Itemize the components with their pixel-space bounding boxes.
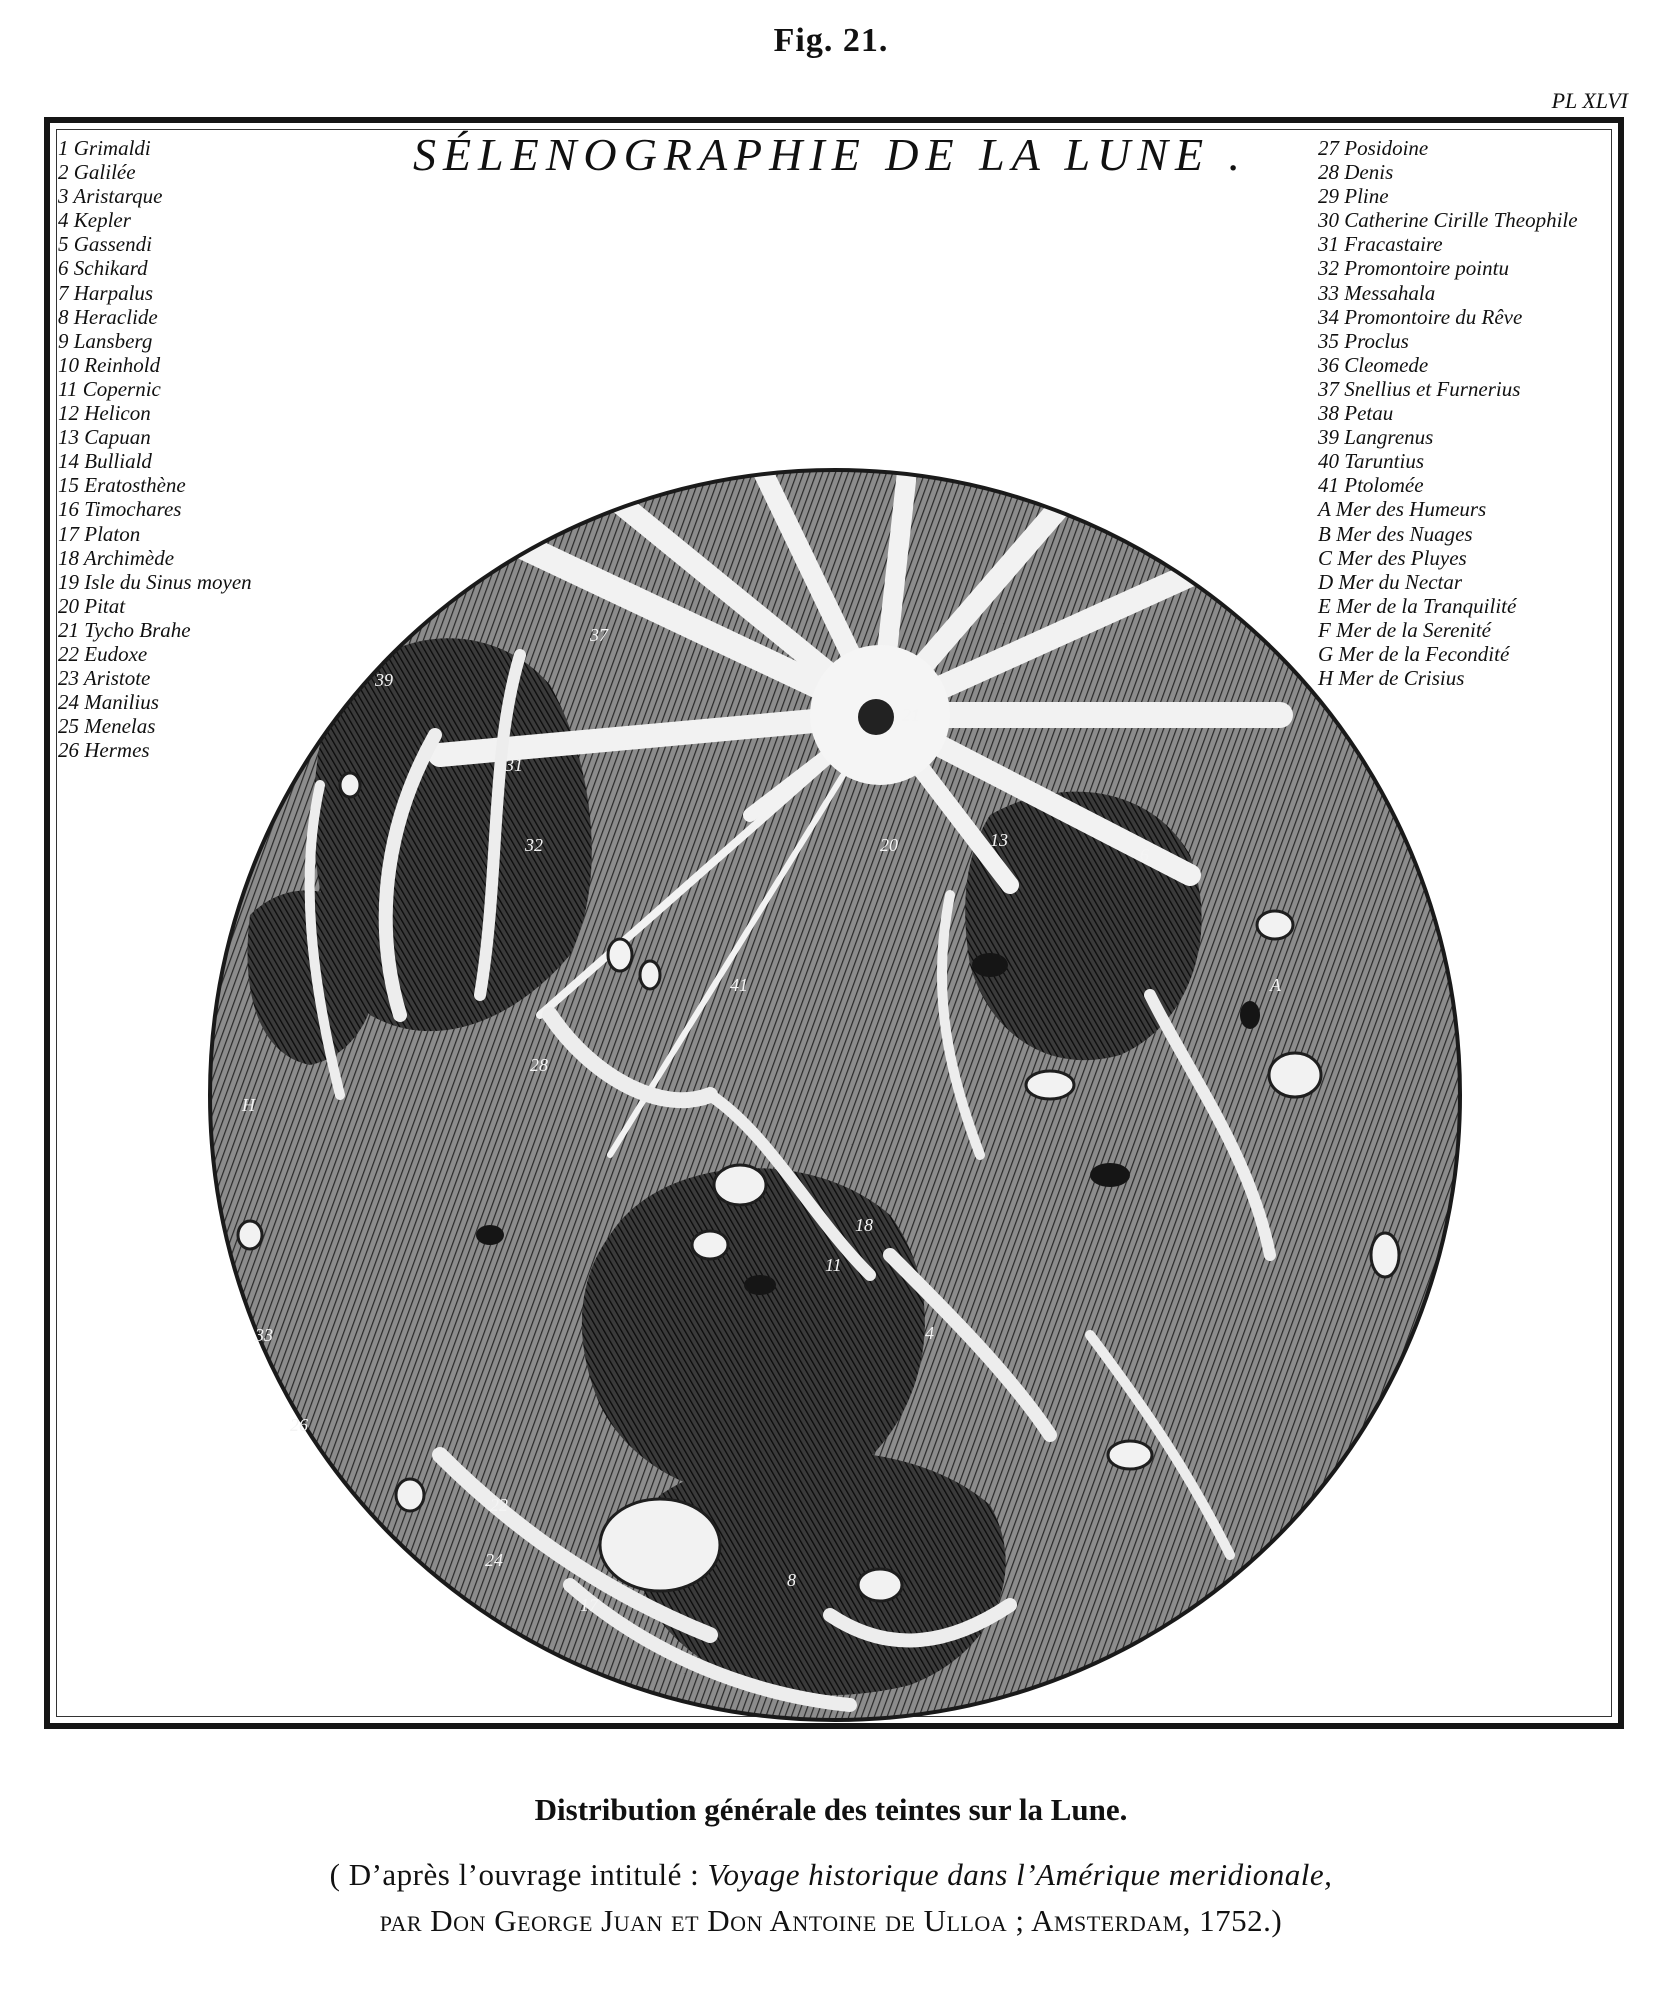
legend-entry: 41 Ptolomée: [1318, 473, 1424, 498]
legend-entry: E Mer de la Tranquilité: [1318, 593, 1517, 618]
moon-label: H: [242, 1095, 255, 1115]
source-authors: par Don George Juan et Don Antoine de Ulloa ; Amsterdam, 1752.): [379, 1903, 1283, 1938]
legend-entry: 9 Lansberg: [58, 328, 153, 353]
legend-entry: 34 Promontoire du Rêve: [1318, 304, 1523, 329]
legend-entry: 17 Platon: [58, 521, 141, 546]
legend-entry: 40 Taruntius: [1318, 449, 1425, 474]
moon-label: 18: [855, 1215, 873, 1235]
legend-entry: 35 Proclus: [1318, 328, 1409, 353]
moon-label: 26: [290, 1415, 308, 1435]
plate-number: PL XLVI: [1551, 88, 1628, 113]
legend-entry: 26 Hermes: [58, 738, 150, 763]
legend-entry: 6 Schikard: [58, 256, 148, 281]
figure-caption: Distribution générale des teintes sur la Lune.: [534, 1792, 1128, 1827]
legend-entry: 22 Eudoxe: [58, 641, 148, 666]
plate-title: SÉLENOGRAPHIE DE LA LUNE .: [412, 129, 1248, 180]
moon-label: 31: [505, 755, 523, 775]
legend-entry: 27 Posidoine: [1318, 136, 1429, 160]
legend-entry: F Mer de la Serenité: [1318, 617, 1491, 642]
legend-entry: C Mer des Pluyes: [1318, 545, 1467, 570]
legend-entry: 11 Copernic: [58, 376, 161, 401]
legend-entry: 2 Galilée: [58, 160, 136, 185]
legend-entry: 23 Aristote: [58, 666, 151, 691]
legend-entry: 36 Cleomede: [1318, 352, 1429, 377]
moon-label: 17: [580, 1595, 598, 1615]
legend-entry: 18 Archimède: [58, 545, 175, 570]
legend-entry: 20 Pitat: [58, 593, 126, 618]
source-title: Voyage historique dans l’Amérique meridionale,: [707, 1857, 1333, 1892]
moon-label: 24: [485, 1550, 503, 1570]
moon-label: A: [1270, 975, 1281, 995]
legend-entry: 21 Tycho Brahe: [58, 617, 191, 642]
moon-label: 33: [255, 1325, 273, 1345]
legend-entry: 28 Denis: [1318, 160, 1394, 185]
legend-entry: 25 Menelas: [58, 714, 156, 739]
moon-label: 22: [490, 1495, 508, 1515]
moon-map: [190, 455, 1480, 1735]
legend-entry: 10 Reinhold: [58, 352, 161, 377]
moon-label: 39: [375, 670, 393, 690]
legend-entry: 4 Kepler: [58, 208, 131, 233]
legend-entry: 32 Promontoire pointu: [1318, 256, 1509, 281]
moon-label: 13: [990, 830, 1008, 850]
legend-entry: H Mer de Crisius: [1318, 666, 1465, 691]
legend-entry: 3 Aristarque: [58, 184, 163, 209]
figure-label: Fig. 21.: [773, 22, 889, 59]
moon-label: 6: [1140, 845, 1149, 865]
moon-label: 32: [525, 835, 543, 855]
legend-entry: 29 Pline: [1318, 184, 1389, 209]
legend-entry: 16 Timochares: [58, 497, 182, 522]
tycho-crater: [858, 699, 894, 735]
legend-entry: 13 Capuan: [58, 425, 151, 450]
legend-entry: 31 Fracastaire: [1318, 232, 1443, 257]
moon-label: 4: [925, 1323, 934, 1343]
source-prefix: ( D’après l’ouvrage intitulé :: [329, 1857, 708, 1892]
moon-label: 8: [787, 1570, 796, 1590]
legend-entry: 19 Isle du Sinus moyen: [58, 569, 252, 594]
legend-entry: 14 Bulliald: [58, 449, 152, 474]
moon-label: 21: [902, 705, 920, 725]
legend-entry: 38 Petau: [1318, 401, 1394, 426]
legend-entry: B Mer des Nuages: [1318, 521, 1473, 546]
moon-label: 41: [730, 975, 748, 995]
moon-label: 20: [880, 835, 898, 855]
legend-entry: 8 Heraclide: [58, 304, 158, 329]
legend-entry: 33 Messahala: [1318, 280, 1436, 305]
legend-entry: 1 Grimaldi: [58, 136, 151, 160]
moon-label: 37: [590, 625, 608, 645]
legend-entry: 30 Catherine Cirille Theophile: [1318, 208, 1578, 233]
legend-entry: A Mer des Humeurs: [1318, 497, 1487, 522]
legend-entry: 24 Manilius: [58, 690, 159, 715]
mare-shape: [582, 1168, 925, 1497]
legend-entry: 7 Harpalus: [58, 280, 154, 305]
figure-source: [40, 1852, 1622, 1944]
legend-entry: 15 Eratosthène: [58, 473, 186, 498]
moon-label: 28: [530, 1055, 548, 1075]
legend-entry: 37 Snellius et Furnerius: [1318, 376, 1521, 401]
moon-label: 11: [825, 1255, 842, 1275]
legend-entry: D Mer du Nectar: [1318, 569, 1463, 594]
legend-entry: 39 Langrenus: [1318, 425, 1434, 450]
legend-entry: G Mer de la Fecondité: [1318, 641, 1510, 666]
legend-entry: 5 Gassendi: [58, 232, 152, 257]
legend-entry: 12 Helicon: [58, 401, 151, 426]
moon-engraving: [190, 455, 1480, 1735]
